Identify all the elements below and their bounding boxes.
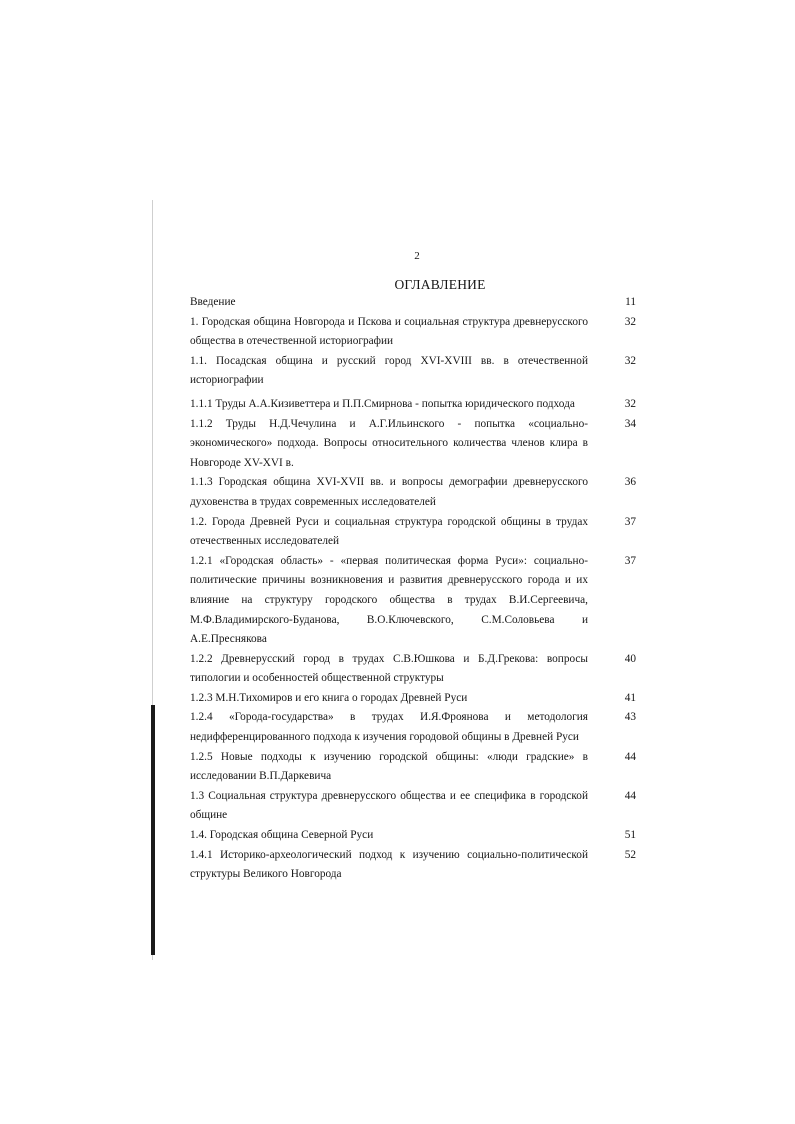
toc-entry <box>190 415 640 474</box>
table-of-contents <box>190 293 640 885</box>
toc-entry-page: 44 <box>624 789 636 802</box>
toc-entry-text: 1. Городская община Новгорода и Пскова и социальная структура древнерусского общества в отечественной историографии <box>190 315 588 348</box>
toc-entry-page: 41 <box>624 691 636 704</box>
toc-entry-page: 11 <box>625 296 636 308</box>
toc-entry-page: 44 <box>624 750 636 763</box>
toc-entry-text: 1.2.1 «Городская область» - «первая политическая форма Руси»: социально-политические причины возникновения и развития древнерусского города и их влияние на структуру городского общества в трудах В.И.Сергеевича, М.Ф.Владимирского-Буданова, В.О.Ключевского, С.М.Соловьева и А.Е.Преснякова <box>190 554 588 646</box>
toc-entry <box>190 708 640 747</box>
toc-entry-text: 1.4.1 Историко-археологический подход к изучению социально-политической структуры Великого Новгорода <box>190 848 588 881</box>
toc-entry-text: 1.1.3 Городская община XVI-XVII вв. и вопросы демографии древнерусского духовенства в трудах современных исследователей <box>190 476 588 508</box>
toc-entry-text: 1.2.3 М.Н.Тихомиров и его книга о городах Древней Руси <box>190 691 468 704</box>
toc-entry-page: 34 <box>624 417 636 430</box>
toc-entry-text: 1.2.5 Новые подходы к изучению городской общины: «люди градские» в исследовании В.П.Даркевича <box>190 750 588 783</box>
toc-entry <box>190 552 640 650</box>
toc-entry-text: 1.3 Социальная структура древнерусского общества и ее специфика в городской общине <box>190 789 588 822</box>
toc-entry-page: 37 <box>624 554 636 567</box>
toc-entry-page: 40 <box>624 652 636 665</box>
toc-entry-text: 1.1.2 Труды Н.Д.Чечулина и А.Г.Ильинского - попытка «социально-экономического» подхода. Вопросы относительного количества членов клира в Новгороде XV-XVI в. <box>190 417 588 469</box>
toc-entry-text: 1.2.2 Древнерусский город в трудах С.В.Юшкова и Б.Д.Грекова: вопросы типологии и особенностей общественной структуры <box>190 652 588 685</box>
toc-entry <box>190 513 640 552</box>
toc-title: ОГЛАВЛЕНИЕ <box>394 277 486 292</box>
toc-entry-text: 1.2.4 «Города-государства» в трудах И.Я.Фроянова и методология недифференцированного подхода к изучения городовой общины в Древней Руси <box>190 711 588 744</box>
toc-entry-text: 1.1.1 Труды А.А.Кизиветтера и П.П.Смирнова - попытка юридического подхода <box>190 397 575 410</box>
toc-entry-page: 32 <box>624 315 636 328</box>
toc-entry <box>190 650 640 689</box>
toc-entry <box>190 395 640 415</box>
page-number: 2 <box>414 250 420 262</box>
toc-entry <box>190 787 640 826</box>
toc-entry-page: 52 <box>624 848 636 861</box>
toc-entry <box>190 293 640 313</box>
toc-entry <box>190 473 640 512</box>
toc-entry-page: 37 <box>624 515 636 528</box>
toc-entry <box>190 826 640 846</box>
toc-entry <box>190 846 640 885</box>
toc-entry-text: 1.4. Городская община Северной Руси <box>190 829 374 842</box>
toc-entry-page: 51 <box>624 829 636 842</box>
toc-entry <box>190 748 640 787</box>
toc-entry-page: 36 <box>624 476 636 489</box>
scan-edge-mark <box>151 705 155 955</box>
toc-entry-page: 32 <box>624 354 636 367</box>
toc-entry-page: 43 <box>624 711 636 724</box>
toc-entry-text: 1.1. Посадская община и русский город XVI-XVIII вв. в отечественной историографии <box>190 354 588 387</box>
toc-entry-page: 32 <box>624 397 636 410</box>
toc-entry-text: Введение <box>190 296 236 308</box>
toc-entry <box>190 352 640 391</box>
toc-entry <box>190 689 640 709</box>
toc-entry <box>190 313 640 352</box>
toc-entry-text: 1.2. Города Древней Руси и социальная структура городской общины в трудах отечественных исследователей <box>190 515 588 548</box>
